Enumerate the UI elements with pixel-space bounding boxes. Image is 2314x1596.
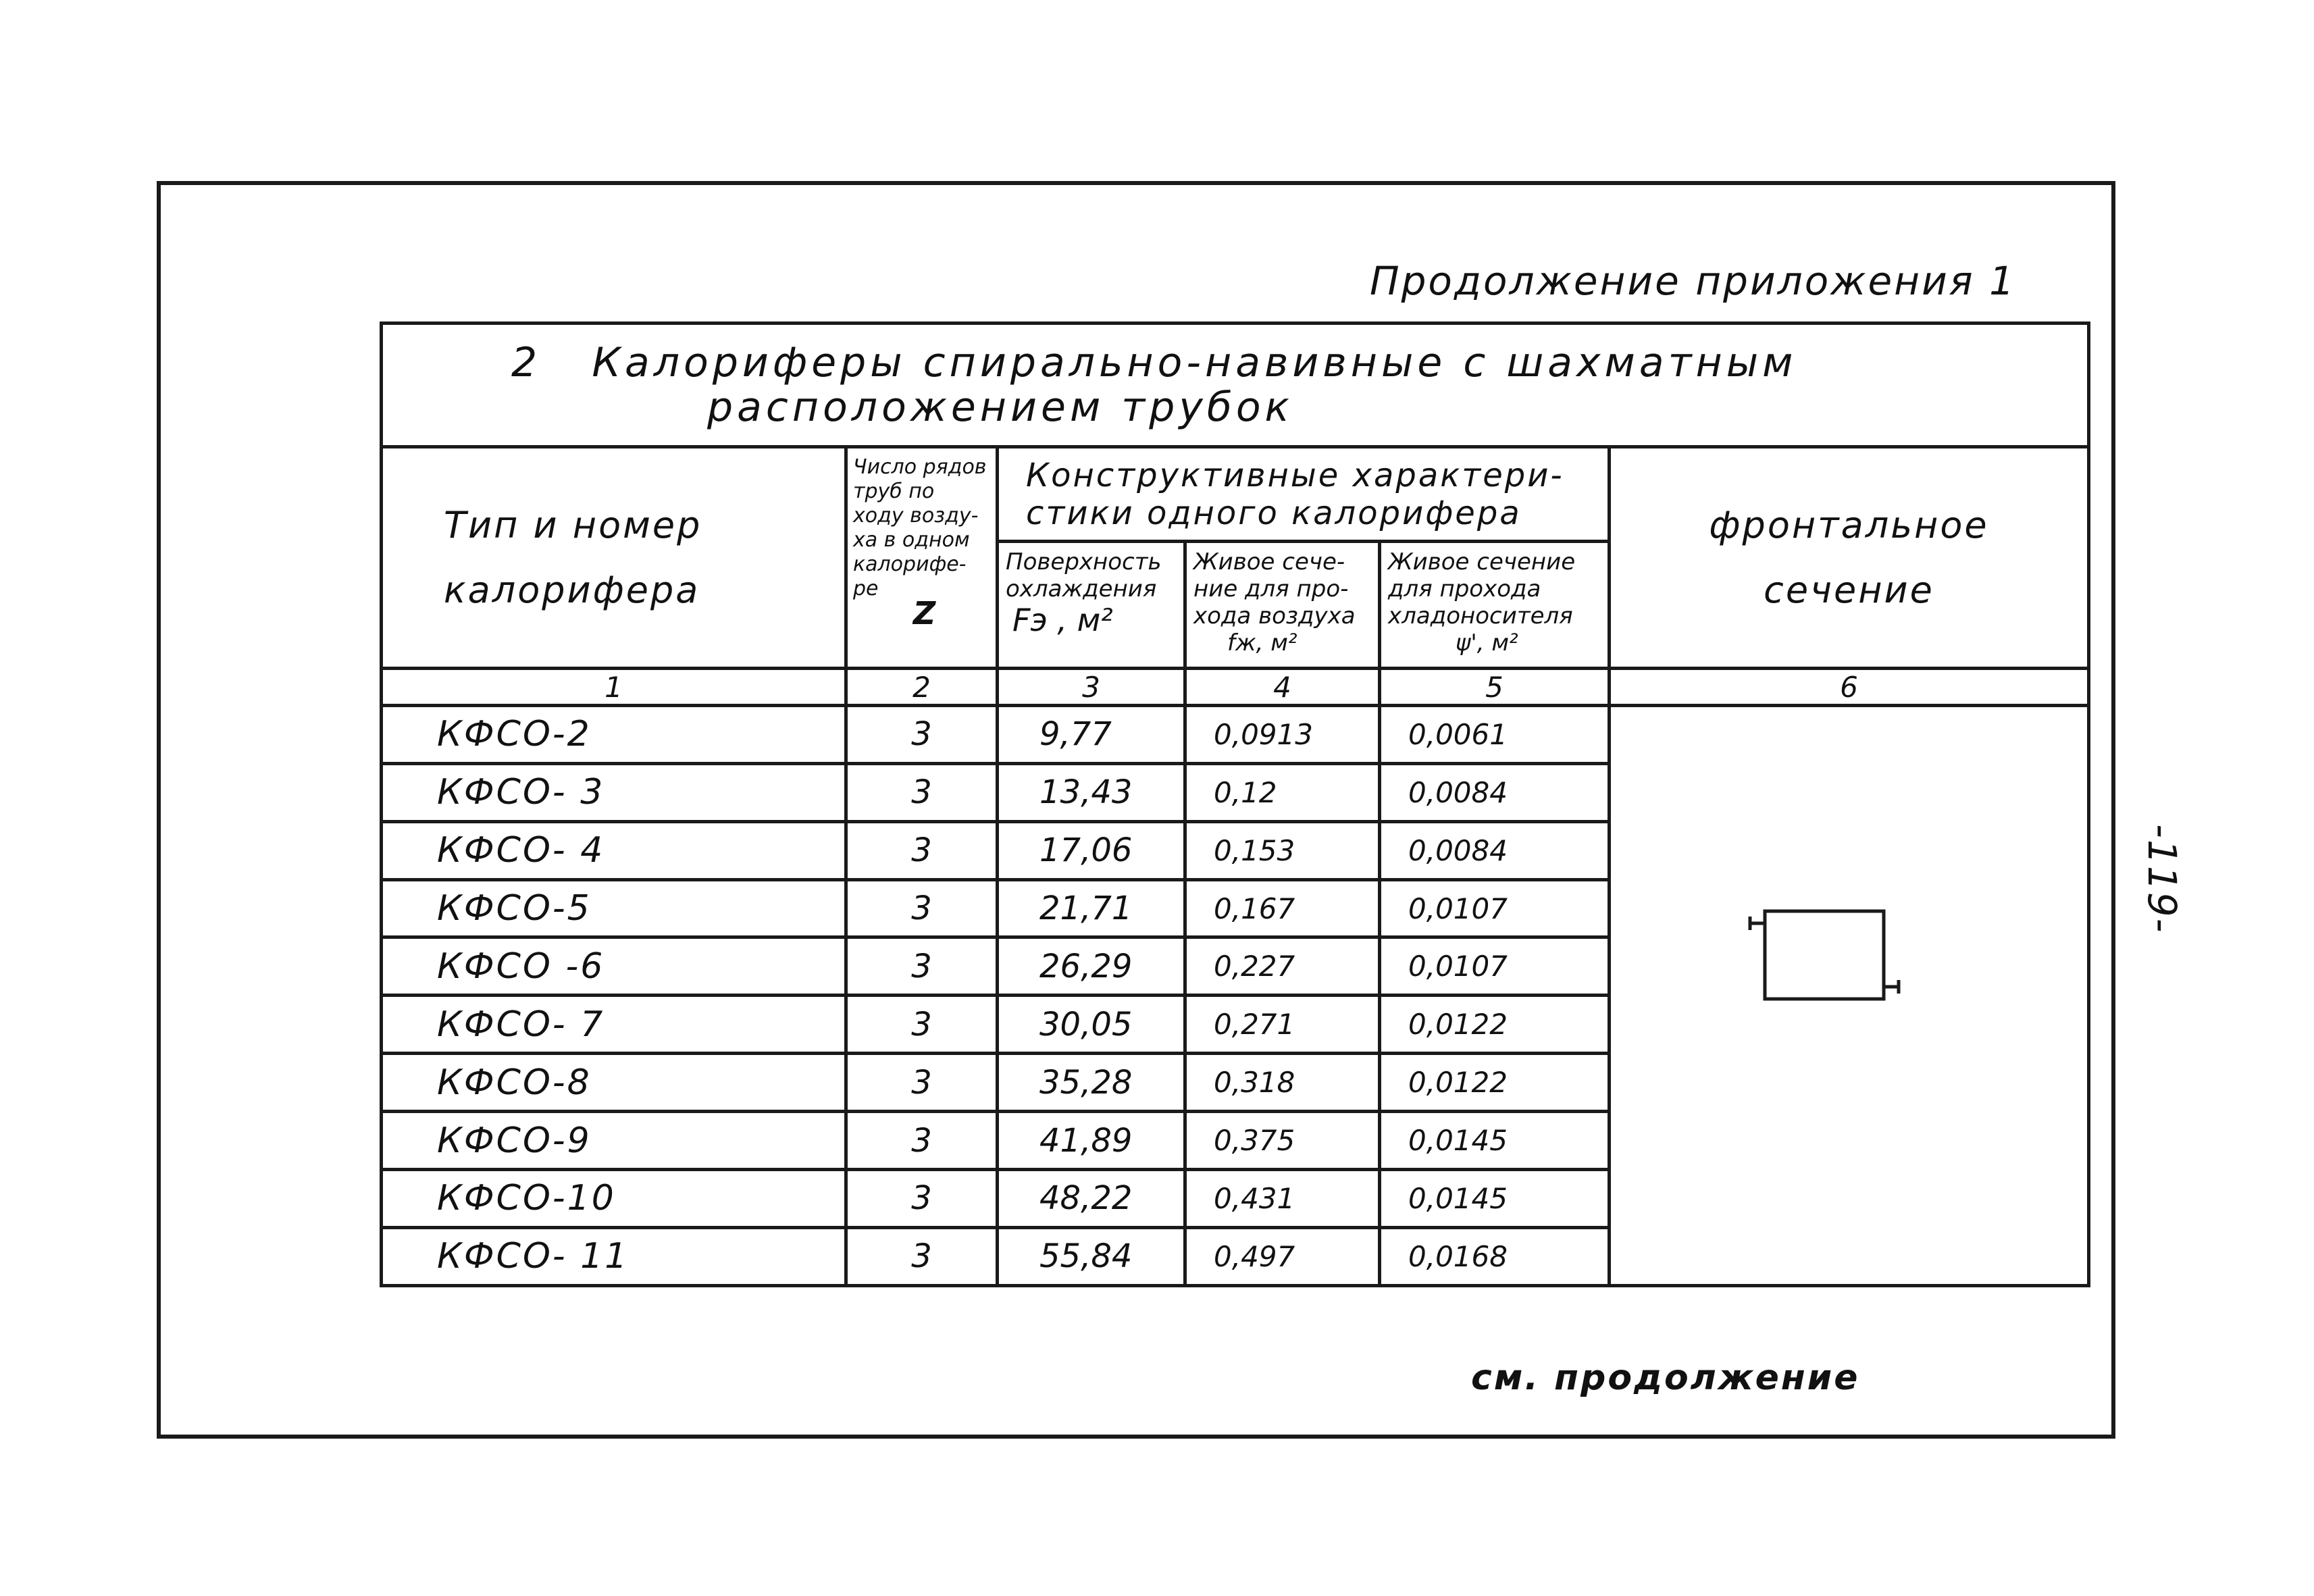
cell-air: 0,227 [1185, 937, 1380, 996]
cell-type: КФСО- 7 [382, 996, 846, 1054]
header-frontal-line2: сечение [1764, 568, 1934, 611]
cell-surface: 21,71 [998, 879, 1185, 937]
header-coolant-section [1380, 542, 1610, 669]
frontal-section-cell [1610, 705, 2089, 1285]
header-z-line1: Число рядов [853, 455, 987, 479]
header-rows-count [846, 446, 998, 668]
header-air-line3: хода воздуха [1193, 602, 1356, 630]
cell-z: 3 [846, 1054, 998, 1112]
cell-coolant: 0,0084 [1380, 821, 1610, 879]
header-z-line3: ходу возду- [853, 503, 979, 527]
cell-air: 0,431 [1185, 1170, 1380, 1228]
table-row [382, 705, 2089, 763]
cell-surface: 26,29 [998, 937, 1185, 996]
calorifer-table [380, 321, 2090, 1287]
cell-surface: 13,43 [998, 763, 1185, 821]
cell-air: 0,271 [1185, 996, 1380, 1054]
header-coolant-line1: Живое сечение [1388, 548, 1576, 576]
cell-surface: 55,84 [998, 1227, 1185, 1285]
cell-surface: 35,28 [998, 1054, 1185, 1112]
cell-z: 3 [846, 879, 998, 937]
cell-air: 0,153 [1185, 821, 1380, 879]
cell-z: 3 [846, 705, 998, 763]
header-surface-symbol: Fэ , м² [1012, 602, 1113, 639]
cell-type: КФСО-10 [382, 1170, 846, 1228]
header-z-line6: ре [853, 576, 879, 600]
footer-note: см. продолжение [1471, 1358, 1860, 1398]
cell-coolant: 0,0084 [1380, 763, 1610, 821]
header-coolant-line2: для прохода [1388, 575, 1541, 603]
column-number: 4 [1185, 669, 1380, 706]
header-z-line4: ха в одном [853, 527, 970, 552]
cell-coolant: 0,0145 [1380, 1170, 1610, 1228]
column-numbers-row [382, 669, 2089, 706]
column-number: 5 [1380, 669, 1610, 706]
table-title-line1 [383, 340, 2087, 385]
cell-air: 0,497 [1185, 1227, 1380, 1285]
header-air-line2: ние для про- [1193, 575, 1349, 603]
header-z-line5: калорифе- [853, 552, 967, 576]
header-surface-line2: охлаждения [1006, 575, 1157, 603]
table-title-number: 2 [511, 338, 542, 386]
header-z-symbol: Z [912, 594, 936, 632]
cell-coolant: 0,0122 [1380, 996, 1610, 1054]
cell-air: 0,375 [1185, 1112, 1380, 1170]
column-number: 6 [1610, 669, 2089, 706]
cell-z: 3 [846, 996, 998, 1054]
header-group-line1: Конструктивные характери- [1026, 456, 1564, 494]
cell-type: КФСО-5 [382, 879, 846, 937]
column-number: 3 [998, 669, 1185, 706]
header-air-line1: Живое сече- [1193, 548, 1345, 576]
cell-z: 3 [846, 1112, 998, 1170]
header-group [998, 446, 1610, 541]
header-group-line2: стики одного калорифера [1026, 494, 1522, 532]
header-type [382, 446, 846, 668]
cell-type: КФСО- 4 [382, 821, 846, 879]
table-title-line2: расположением трубок [707, 383, 1293, 431]
table-title [382, 324, 2089, 447]
cell-coolant: 0,0061 [1380, 705, 1610, 763]
header-coolant-line3: хладоносителя [1388, 602, 1573, 630]
header-air-symbol: fж, м² [1227, 629, 1297, 657]
cell-coolant: 0,0122 [1380, 1054, 1610, 1112]
cell-z: 3 [846, 763, 998, 821]
cell-surface: 9,77 [998, 705, 1185, 763]
header-surface-line1: Поверхность [1006, 548, 1162, 576]
header-note: Продолжение приложения 1 [1370, 258, 2017, 304]
header-z-line2: труб по [853, 479, 935, 503]
cell-z: 3 [846, 937, 998, 996]
header-frontal [1610, 446, 2089, 668]
cell-surface: 30,05 [998, 996, 1185, 1054]
frontal-section-diagram [1746, 903, 1908, 1011]
cell-z: 3 [846, 1227, 998, 1285]
cell-coolant: 0,0168 [1380, 1227, 1610, 1285]
header-air-section [1185, 542, 1380, 669]
cell-type: КФСО- 11 [382, 1227, 846, 1285]
header-surface [998, 542, 1185, 669]
cell-coolant: 0,0107 [1380, 937, 1610, 996]
cell-coolant: 0,0145 [1380, 1112, 1610, 1170]
cell-coolant: 0,0107 [1380, 879, 1610, 937]
column-number: 1 [382, 669, 846, 706]
cell-z: 3 [846, 821, 998, 879]
cell-air: 0,167 [1185, 879, 1380, 937]
cell-type: КФСО-2 [382, 705, 846, 763]
cell-air: 0,318 [1185, 1054, 1380, 1112]
table-title-text1: Калориферы спирально-навивные с шахматным [592, 338, 1797, 386]
cell-type: КФСО- 3 [382, 763, 846, 821]
column-number: 2 [846, 669, 998, 706]
cell-air: 0,12 [1185, 763, 1380, 821]
header-type-line1: Тип и номер [444, 503, 702, 546]
cell-type: КФСО-9 [382, 1112, 846, 1170]
cell-type: КФСО-8 [382, 1054, 846, 1112]
header-type-line2: калорифера [444, 568, 700, 611]
header-frontal-line1: фронтальное [1709, 503, 1989, 546]
page-number: -119- [2139, 824, 2185, 934]
cell-surface: 41,89 [998, 1112, 1185, 1170]
cell-z: 3 [846, 1170, 998, 1228]
header-coolant-symbol: ψ', м² [1456, 629, 1518, 657]
cell-surface: 48,22 [998, 1170, 1185, 1228]
cell-surface: 17,06 [998, 821, 1185, 879]
cell-air: 0,0913 [1185, 705, 1380, 763]
cell-type: КФСО -6 [382, 937, 846, 996]
